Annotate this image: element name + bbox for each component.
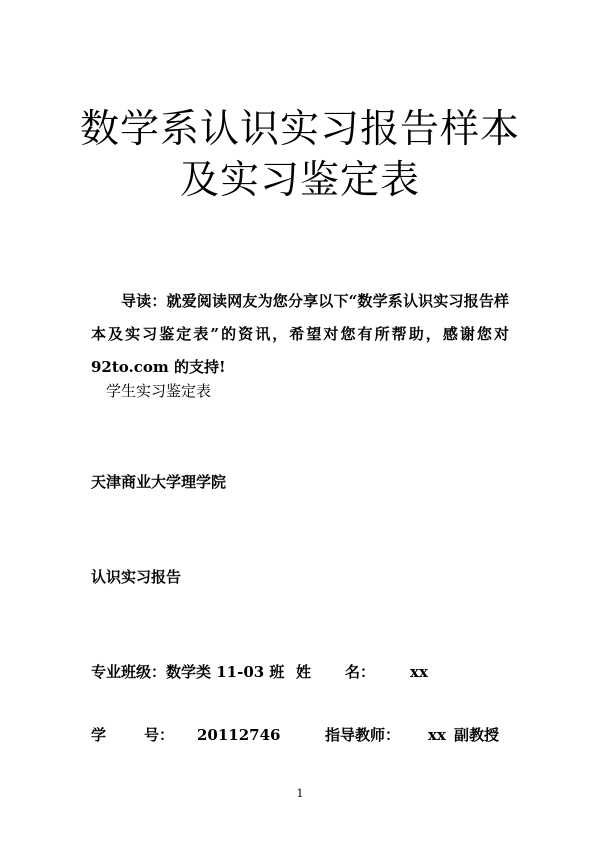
student-id-label-char-2: 号：	[144, 726, 175, 744]
intro-paragraph: 导读：就爱阅读网友为您分享以下“数学系认识实习报告样本及实习鉴定表”的资讯，希望对您有所帮助，感谢您对 92to.com 的支持!	[91, 292, 509, 376]
school-name: 天津商业大学理学院	[91, 473, 227, 491]
student-id-value: 20112746	[197, 726, 281, 744]
major-class-value: 数学类 11-03 班	[166, 663, 285, 681]
document-title-line-1: 数学系认识实习报告样本	[79, 107, 520, 152]
advisor-title: 副教授	[454, 726, 500, 744]
advisor-label: 指导教师：	[325, 726, 401, 744]
document-title-line-2: 及实习鉴定表	[179, 158, 420, 203]
name-label-char-1: 姓	[296, 663, 312, 681]
advisor-value: xx	[428, 726, 446, 744]
report-type: 认识实习报告	[91, 568, 182, 586]
sub-heading: 学生实习鉴定表	[106, 382, 212, 400]
page-number: 1	[296, 787, 304, 800]
name-label-char-2: 名：	[345, 663, 376, 681]
name-value: xx	[410, 663, 428, 681]
major-class-label: 专业班级：	[91, 663, 167, 681]
student-id-label-char-1: 学	[91, 726, 107, 744]
